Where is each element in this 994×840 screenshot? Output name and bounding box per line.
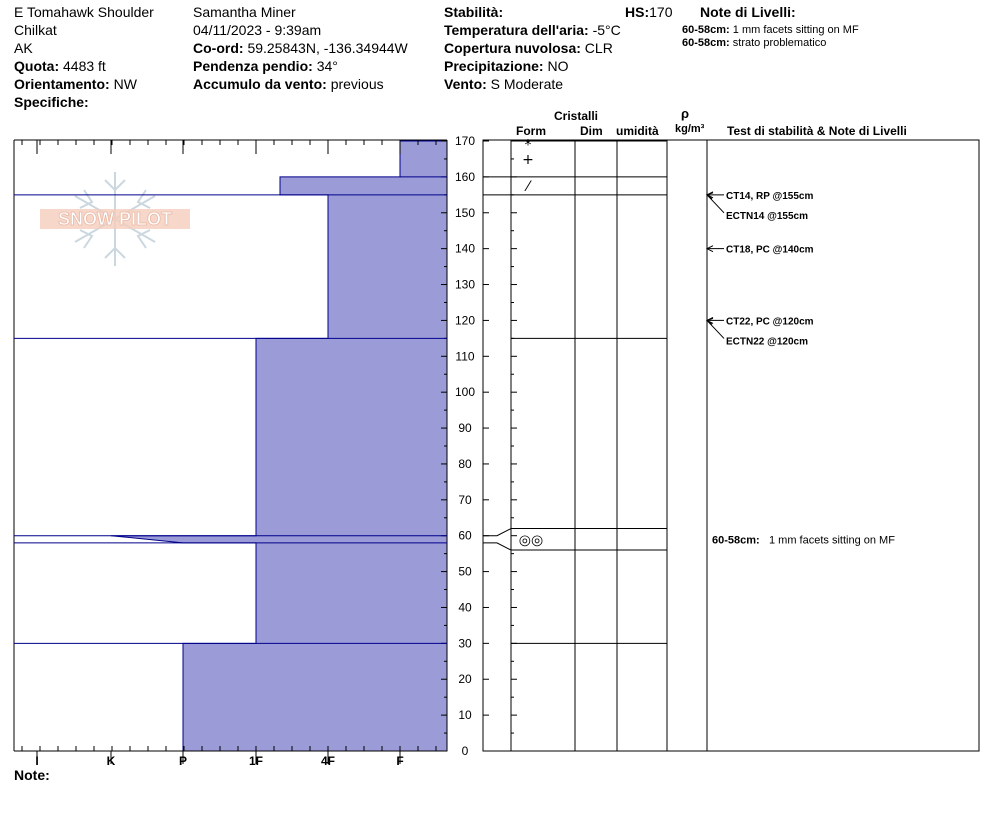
hardness-tick-label: 4F	[320, 754, 336, 768]
layer-note-text: strato problematico	[732, 37, 827, 49]
layer-annotation-text: 1 mm facets sitting on MF	[769, 534, 895, 547]
depth-tick-label: 150	[454, 205, 476, 220]
grain-form-symbol: +	[522, 151, 534, 168]
test-arrow-line	[707, 320, 724, 338]
depth-tick-label: 40	[458, 600, 472, 615]
layer-connector	[483, 529, 511, 536]
hardness-tick-label: P	[178, 754, 188, 768]
slope-label: Pendenza pendio:	[193, 58, 313, 74]
elevation-label: Quota:	[14, 58, 60, 74]
observer-name: Samantha Miner	[193, 4, 296, 20]
range-name: Chilkat	[14, 22, 57, 38]
layer-annotation-range: 60-58cm:	[712, 534, 760, 547]
stability-test-label: ECTN22 @120cm	[726, 336, 809, 348]
depth-tick-label: 50	[458, 564, 472, 579]
grain-form-symbol: *	[524, 137, 532, 154]
aspect-label: Orientamento:	[14, 76, 110, 92]
stability-test-label: CT14, RP @155cm	[726, 190, 814, 202]
air-temp-value: -5°C	[592, 22, 621, 38]
stability-test-label: CT22, PC @120cm	[726, 316, 814, 328]
slope-value: 34°	[316, 58, 338, 74]
depth-tick-label: 160	[454, 169, 476, 184]
cloud-value: CLR	[584, 40, 613, 56]
depth-tick-label: 30	[458, 636, 472, 651]
hardness-tick-label: 1F	[248, 754, 264, 768]
grain-form-symbol: ◎◎	[518, 532, 544, 549]
hardness-tick-label: I	[35, 754, 39, 768]
precip-label: Precipitazione:	[444, 58, 544, 74]
location-name: E Tomahawk Shoulder	[14, 4, 154, 20]
depth-tick-label: 120	[454, 313, 476, 328]
depth-tick-label: 60	[458, 528, 472, 543]
density-unit: kg/m³	[675, 123, 705, 135]
watermark-text: SNOW PILOT	[58, 209, 172, 229]
layer-connector	[483, 543, 511, 550]
specifics-label: Specifiche:	[14, 94, 89, 110]
stability-test-label: CT18, PC @140cm	[726, 244, 814, 256]
wind-label: Vento:	[444, 76, 487, 92]
coords-label: Co-ord:	[193, 40, 244, 56]
depth-tick-label: 140	[454, 241, 476, 256]
stability-label: Stabilità:	[444, 4, 504, 20]
tests-header: Test di stabilità & Note di Livelli	[727, 124, 907, 138]
crystals-header: Cristalli	[554, 109, 599, 123]
notes-label: Note:	[14, 767, 50, 783]
size-header: Dim	[580, 124, 603, 138]
wind-loading-label: Accumulo da vento:	[193, 76, 327, 92]
depth-tick-label: 130	[454, 277, 476, 292]
state-name: AK	[14, 40, 33, 56]
stability-test-label: ECTN14 @155cm	[726, 210, 809, 222]
test-arrow-line	[707, 195, 724, 213]
depth-tick-label: 0	[461, 744, 469, 758]
hardness-tick-label: K	[106, 754, 116, 768]
depth-tick-label: 90	[458, 421, 472, 436]
observation-datetime: 04/11/2023 - 9:39am	[193, 22, 322, 38]
layer-note-range: 60-58cm:	[682, 24, 730, 36]
depth-tick-label: 110	[455, 349, 475, 364]
depth-tick-label: 20	[458, 672, 472, 687]
precip-value: NO	[547, 58, 569, 74]
depth-tick-label: 70	[458, 492, 472, 507]
depth-tick-label: 100	[454, 385, 476, 400]
air-temp-label: Temperatura dell'aria:	[444, 22, 589, 38]
depth-tick-label: 10	[458, 708, 472, 723]
grain-form-symbol: ⁄	[526, 178, 530, 195]
aspect-value: NW	[113, 76, 137, 92]
layer-note-text: 1 mm facets sitting on MF	[732, 24, 859, 36]
form-header: Form	[516, 124, 546, 138]
hs-label: HS:	[625, 4, 650, 20]
snowpilot-watermark	[40, 172, 190, 266]
depth-tick-label: 80	[458, 456, 472, 471]
wind-value: S Moderate	[490, 76, 564, 92]
cloud-label: Copertura nuvolosa:	[444, 40, 581, 56]
moisture-header: umidità	[616, 124, 659, 138]
hardness-tick-label: F	[396, 754, 404, 768]
hardness-profile	[111, 141, 447, 751]
depth-tick-label: 170	[454, 134, 476, 148]
layer-notes-label: Note di Livelli:	[700, 4, 796, 20]
hs-value: 170	[649, 4, 673, 20]
coords-value: 59.25843N, -136.34944W	[247, 40, 408, 56]
layer-note-range: 60-58cm:	[682, 37, 730, 49]
density-symbol: ρ	[681, 106, 690, 121]
wind-loading-value: previous	[330, 76, 384, 92]
elevation-value: 4483 ft	[63, 58, 106, 74]
